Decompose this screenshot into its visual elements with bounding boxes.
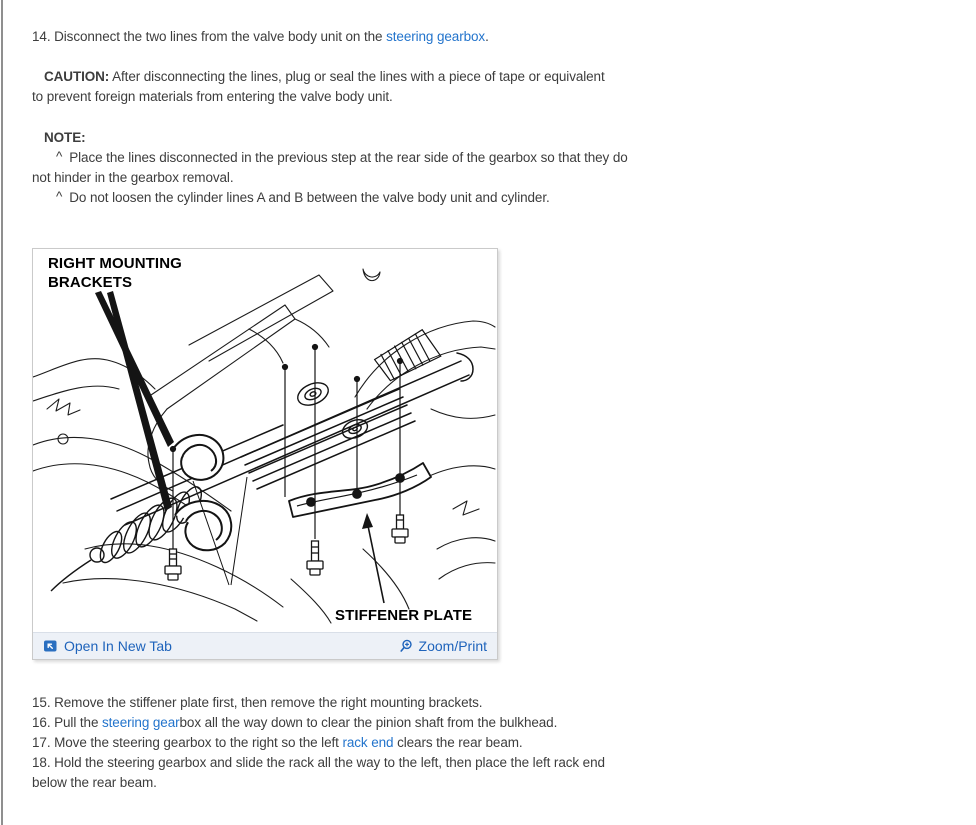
diagram-label-stiffener-plate: STIFFENER PLATE bbox=[335, 607, 473, 624]
steps-15-18 bbox=[32, 693, 732, 793]
diagram-label-right-mounting-brackets bbox=[48, 254, 182, 292]
step-18-line1: 18. Hold the steering gearbox and slide the rack all the way to the left, then place the left rack end bbox=[32, 755, 605, 770]
zoom-print-link[interactable] bbox=[399, 636, 487, 656]
diagram-line-art bbox=[33, 249, 497, 632]
caution-paragraph bbox=[32, 67, 732, 107]
note-item-2-text: Do not loosen the cylinder lines A and B between the valve body unit and cylinder. bbox=[69, 190, 550, 205]
caution-line2: to prevent foreign materials from entering the valve body unit. bbox=[32, 89, 393, 104]
step-17 bbox=[32, 733, 732, 753]
caret-bullet-icon: ^ bbox=[56, 149, 63, 164]
figure-toolbar bbox=[33, 632, 497, 659]
note-label: NOTE: bbox=[44, 130, 86, 145]
open-in-new-tab-link[interactable] bbox=[43, 636, 172, 656]
step-14 bbox=[32, 27, 732, 47]
open-in-new-tab-icon bbox=[43, 639, 58, 653]
step-18-line2: below the rear beam. bbox=[32, 775, 157, 790]
step-18 bbox=[32, 753, 732, 793]
caution-label: CAUTION: bbox=[44, 69, 110, 84]
step-14-text: 14. Disconnect the two lines from the valve body unit on the bbox=[32, 29, 387, 44]
step-16-text-post: box all the way down to clear the pinion shaft from the bulkhead. bbox=[179, 715, 558, 730]
rack-end-link[interactable]: rack end bbox=[342, 735, 394, 750]
label-line-1: RIGHT MOUNTING bbox=[48, 255, 182, 272]
step-14-period: . bbox=[485, 29, 489, 44]
figure-panel bbox=[32, 248, 498, 660]
page-left-border bbox=[1, 0, 3, 825]
step-16-text: 16. Pull the bbox=[32, 715, 102, 730]
note-item-1-line1: Place the lines disconnected in the previous step at the rear side of the gearbox so that they do bbox=[69, 150, 628, 165]
caution-line1: After disconnecting the lines, plug or seal the lines with a piece of tape or equivalent bbox=[109, 69, 605, 84]
steering-gearbox-diagram bbox=[33, 249, 497, 632]
step-15: 15. Remove the stiffener plate first, then remove the right mounting brackets. bbox=[32, 695, 483, 710]
zoom-magnifier-icon bbox=[399, 639, 413, 653]
steering-gearbox-link[interactable]: steering gearbox bbox=[386, 29, 486, 44]
caret-bullet-icon: ^ bbox=[56, 189, 63, 204]
open-in-new-tab-label: Open In New Tab bbox=[64, 638, 172, 654]
step-16 bbox=[32, 713, 732, 733]
instructions-document bbox=[32, 27, 732, 793]
step-17-text: 17. Move the steering gearbox to the right so the left bbox=[32, 735, 343, 750]
zoom-print-label: Zoom/Print bbox=[418, 638, 487, 654]
steering-gear-link[interactable]: steering gear bbox=[102, 715, 180, 730]
note-item-1-line2: not hinder in the gearbox removal. bbox=[32, 170, 234, 185]
note-item-1 bbox=[32, 148, 732, 188]
note-item-2 bbox=[32, 188, 732, 208]
label-line-2: BRACKETS bbox=[48, 274, 133, 291]
step-17-text-post: clears the rear beam. bbox=[393, 735, 523, 750]
